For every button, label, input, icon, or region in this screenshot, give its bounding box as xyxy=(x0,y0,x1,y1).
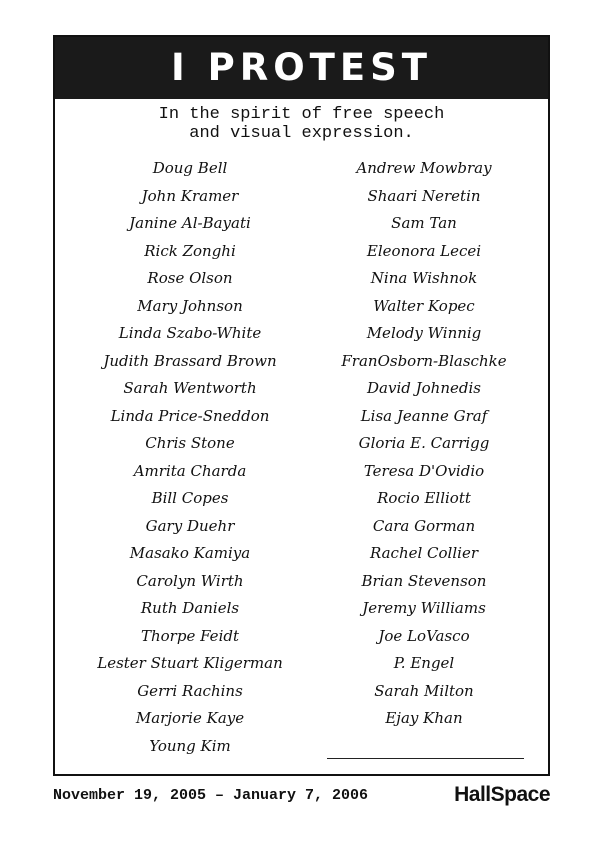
signature: Linda Szabo-White xyxy=(118,324,262,342)
subtitle-line-2: and visual expression. xyxy=(189,124,414,143)
signature: Sam Tan xyxy=(391,214,457,232)
signature-list-left xyxy=(75,155,305,760)
signature: Marjorie Kaye xyxy=(135,709,245,727)
signature: Young Kim xyxy=(149,736,231,755)
signature: Melody Winnig xyxy=(366,324,482,342)
signature: Judith Brassard Brown xyxy=(103,351,277,370)
signature: John Kramer xyxy=(141,186,239,205)
hallspace-logo: HallSpace xyxy=(454,783,550,806)
subtitle xyxy=(55,105,548,143)
signature: Rachel Collier xyxy=(369,544,479,562)
exhibition-dates: November 19, 2005 – January 7, 2006 xyxy=(53,787,369,804)
subtitle-line-1: In the spirit of free speech xyxy=(158,105,445,124)
poster-frame xyxy=(53,35,550,776)
signature: Masako Kamiya xyxy=(129,544,251,562)
signature: Cara Gorman xyxy=(372,516,476,535)
signature: Shaari Neretin xyxy=(367,186,481,205)
signature: Ruth Daniels xyxy=(140,599,240,617)
signature: Linda Price-Sneddon xyxy=(110,406,270,425)
signature: Rick Zonghi xyxy=(144,241,236,260)
signature: Lester Stuart Kligerman xyxy=(97,654,283,672)
signature: Sarah Milton xyxy=(374,681,474,700)
signature: Brian Stevenson xyxy=(361,571,487,590)
signature: Mary Johnson xyxy=(137,296,243,315)
signature: Gary Duehr xyxy=(145,516,235,535)
page-title: I PROTEST xyxy=(55,37,548,99)
signature: Teresa D'Ovidio xyxy=(363,461,485,480)
signature: Sarah Wentworth xyxy=(123,379,257,397)
signature: Bill Copes xyxy=(151,489,229,507)
signature: Joe LoVasco xyxy=(378,626,470,645)
signature-list-right xyxy=(309,155,539,733)
signature: P. Engel xyxy=(393,654,455,672)
signature: Janine Al-Bayati xyxy=(129,214,251,232)
signature: Gloria E. Carrigg xyxy=(358,434,490,452)
signature: Nina Wishnok xyxy=(370,269,478,287)
signature: Lisa Jeanne Graf xyxy=(360,406,488,425)
signature: Chris Stone xyxy=(145,434,235,452)
signature: Thorpe Feidt xyxy=(140,626,239,645)
signature: Jeremy Williams xyxy=(362,599,486,617)
signature: David Johnedis xyxy=(367,379,481,397)
signature: Andrew Mowbray xyxy=(356,159,492,177)
signature: FranOsborn-Blaschke xyxy=(341,351,507,370)
signature: Gerri Rachins xyxy=(137,681,243,700)
blank-signature-line xyxy=(327,758,524,759)
signature: Rocio Elliott xyxy=(377,489,471,507)
signature: Amrita Charda xyxy=(133,461,247,480)
signature: Eleonora Lecei xyxy=(366,241,482,260)
signature: Carolyn Wirth xyxy=(136,571,244,590)
signature: Walter Kopec xyxy=(373,296,475,315)
signature: Doug Bell xyxy=(152,159,228,177)
signature: Rose Olson xyxy=(147,269,233,287)
signature: Ejay Khan xyxy=(385,709,463,727)
